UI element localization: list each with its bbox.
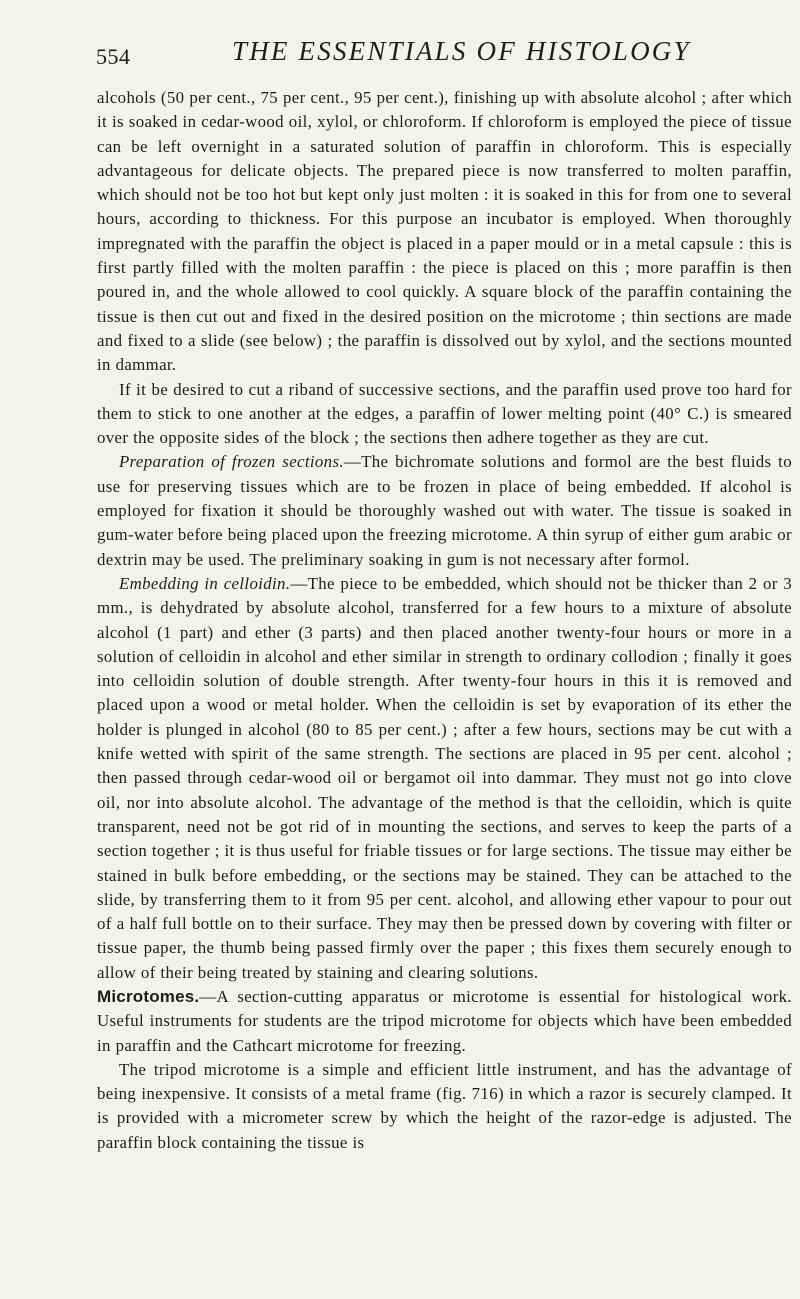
paragraph-frozen-sections — [97, 450, 792, 571]
running-head: THE ESSENTIALS OF HISTOLOGY — [232, 36, 691, 66]
page-header — [96, 36, 796, 76]
paragraph-continued: alcohols (50 per cent., 75 per cent., 95 per cent.), finishing up with absolute alcohol ; after which it is soaked in cedar-wood oil, xylol, or chloroform. If chloroform is employed the piece of tissue can be left overnight in a saturated solution of paraffin in chloroform. This is especially advantageous for delicate objects. The prepared piece is now transferred to molten paraffin, which should not be too hot but kept only just molten : it is soaked in this for from one to several hours, according to thickness. For this purpose an incubator is employed. When thoroughly impregnated with the paraffin the object is placed in a paper mould or in a metal capsule : this is first partly filled with the molten paraffin : the piece is placed on this ; more paraffin is then poured in, and the whole allowed to cool quickly. A square block of the paraffin containing the tissue is then cut out and fixed in the desired position on the microtome ; thin sections are made and fixed to a slide (see below) ; the paraffin is dissolved out by xylol, and the sections mounted in dammar. — [97, 88, 792, 375]
frozen-sections-text: —The bichromate solutions and formol are the best fluids to use for preserving tissues which are to be frozen in place of being embedded. If alcohol is employed for fixation it should be thoroughly washed out with water. The tissue is soaked in gum-water before being placed upon the freezing microtome. A thin syrup of either gum arabic or dextrin may be used. The preliminary soaking in gum is not necessary after formol. — [97, 452, 792, 569]
celloidin-text: —The piece to be embedded, which should not be thicker than 2 or 3 mm., is dehydrated by absolute alcohol, transferred for a few hours to a mixture of absolute alcohol (1 part) and ether (3 parts) and then placed another twenty-four hours or more in a solution of celloidin in alcohol and ether similar in strength to ordinary collodion ; finally it goes into celloidin solution of double strength. After twenty-four hours in this it is removed and placed upon a wood or metal holder. When the celloidin is set by evaporation of its ether the holder is plunged in alcohol (80 to 85 per cent.) ; after a few hours, sections may be cut with a knife wetted with spirit of the same strength. The sections are placed in 95 per cent. alcohol ; then passed through cedar-wood oil or bergamot oil into dammar. They must not go into clove oil, nor into absolute alcohol. The advantage of the method is that the celloidin, which is quite transparent, need not be got rid of in mounting the sections, and serves to keep the parts of a section together ; it is thus useful for friable tissues or for large sections. The tissue may either be stained in bulk before embedding, or the sections may be stained. They can be attached to the slide, by transferring them to it from 95 per cent. alcohol, and allowing ether vapour to pour out of a half full bottle on to their surface. They may then be pressed down by covering with filter or tissue paper, the thumb being passed firmly over the paper ; this fixes them securely enough to allow of their being treated by staining and clearing solutions. — [97, 573, 793, 982]
microtomes-text: —A section-cutting apparatus or microtome is essential for histological work. Useful instruments for students are the tripod microtome for objects which have been embedded in paraffin and the Cathcart microtome for freezing. — [97, 986, 792, 1055]
paragraph-microtomes — [97, 985, 792, 1058]
frozen-sections-heading: Preparation of frozen sections. — [119, 452, 344, 472]
celloidin-heading: Embedding in celloidin. — [119, 573, 291, 593]
microtomes-heading: Microtomes. — [97, 986, 200, 1006]
body-text — [97, 86, 792, 1155]
paragraph-celloidin — [97, 572, 792, 985]
paragraph-riband: If it be desired to cut a riband of successive sections, and the paraffin used prove too hard for them to stick to one another at the edges, a paraffin of lower melting point (40° C.) is smeared over the opposite sides of the block ; the sections then adhere together as they are cut. — [97, 379, 792, 448]
page-number: 554 — [96, 44, 131, 69]
paragraph-tripod-microtome: The tripod microtome is a simple and efficient little instrument, and has the advantage of being inexpensive. It consists of a metal frame (fig. 716) in which a razor is securely clamped. It is provided with a micrometer screw by which the height of the razor-edge is adjusted. The paraffin block containing the tissue is — [97, 1059, 792, 1152]
